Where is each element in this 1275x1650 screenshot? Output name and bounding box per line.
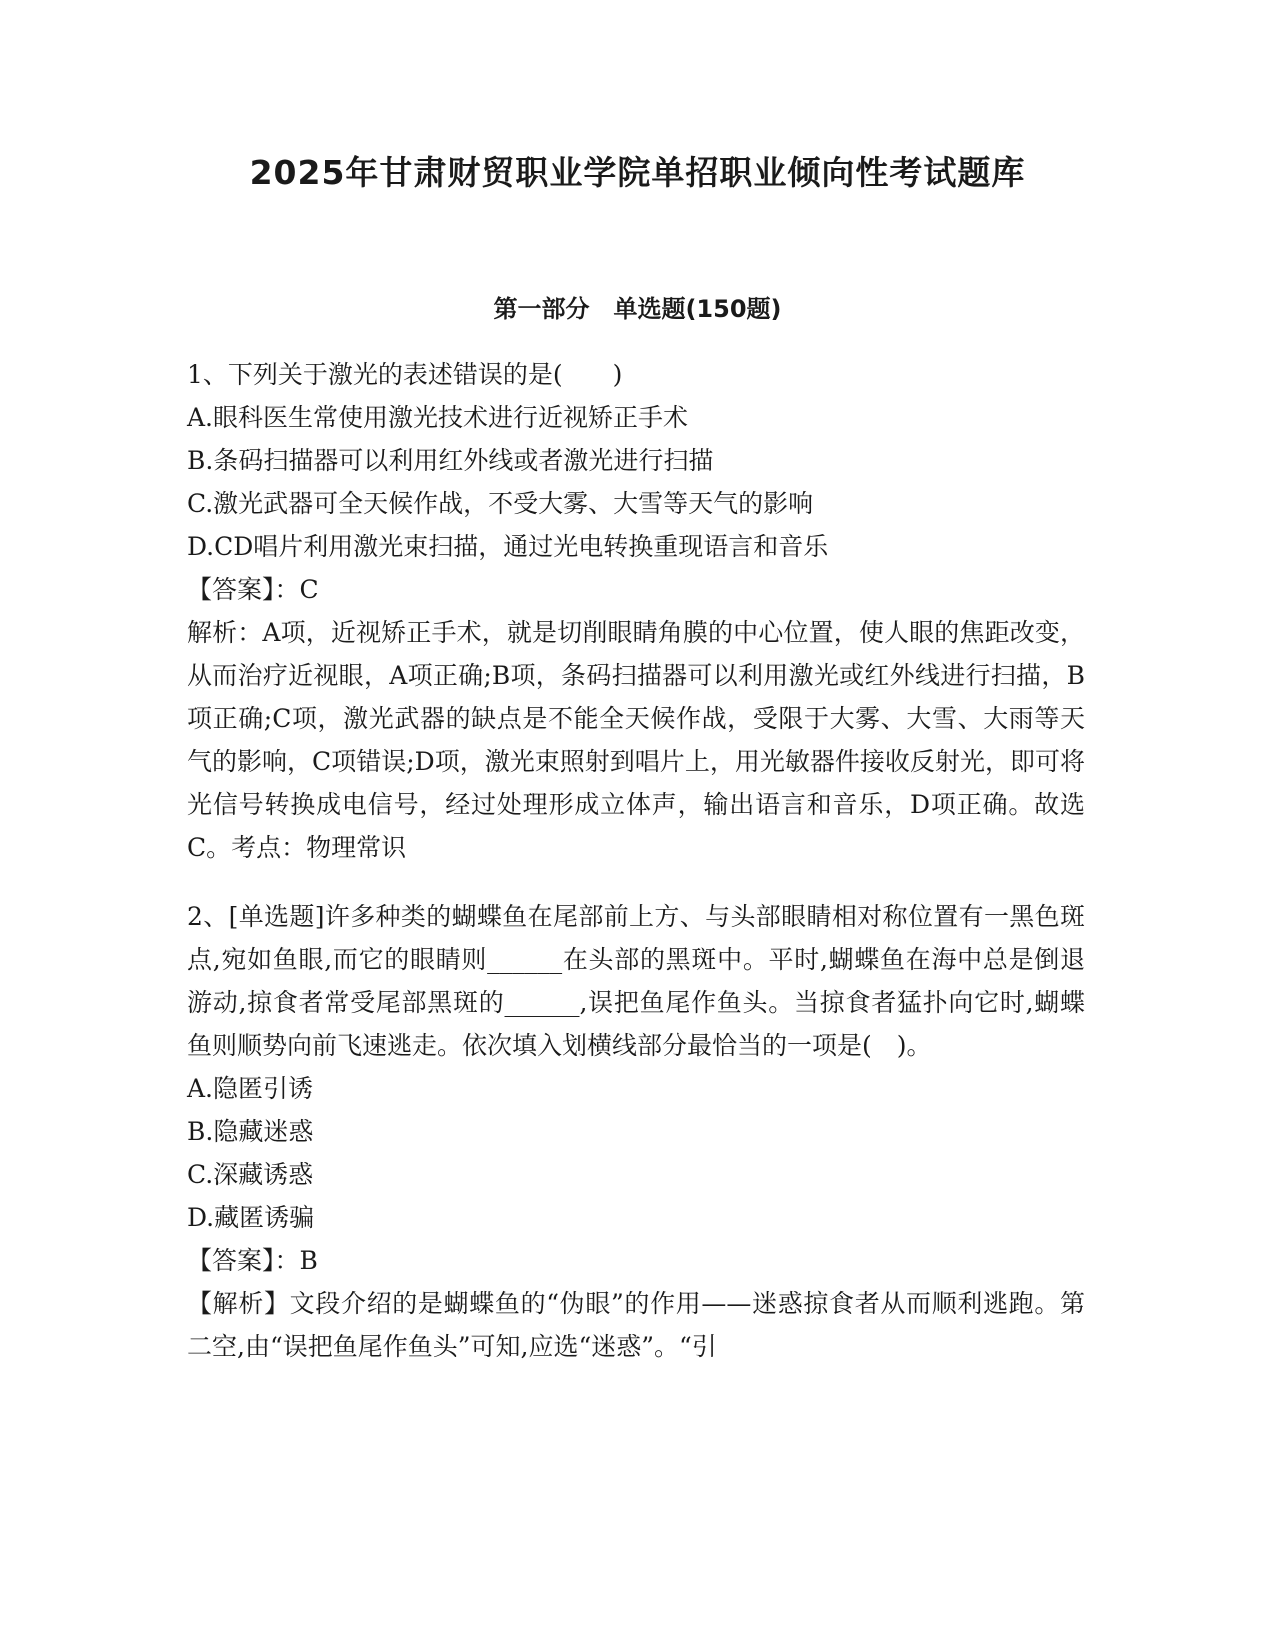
- option-b: B.条码扫描器可以利用红外线或者激光进行扫描: [187, 446, 714, 475]
- answer-line: 【答案】：C: [187, 575, 319, 604]
- option-d: D.藏匿诱骗: [187, 1203, 315, 1232]
- answer-line: 【答案】：B: [187, 1246, 318, 1275]
- question-stem: 1、下列关于激光的表述错误的是( ): [187, 360, 623, 389]
- option-a: A.眼科医生常使用激光技术进行近视矫正手术: [187, 403, 689, 432]
- question-stem: 2、[单选题]许多种类的蝴蝶鱼在尾部前上方、与头部眼睛相对称位置有一黑色斑点,宛如鱼眼,而它的眼睛则______在头部的黑斑中。平时,蝴蝶鱼在海中总是倒退游动,掠食者常受尾部黑斑的______,误把鱼尾作鱼头。当掠食者猛扑向它时,蝴蝶鱼则顺势向前飞速逃走。依次填入划横线部分最恰当的一项是( )。: [187, 902, 1085, 1060]
- option-a: A.隐匿引诱: [187, 1074, 314, 1103]
- analysis-text: 【解析】文段介绍的是蝴蝶鱼的“伪眼”的作用——迷惑掠食者从而顺利逃跑。第二空,由“误把鱼尾作鱼头”可知,应选“迷惑”。“引: [187, 1289, 1085, 1361]
- option-b: B.隐藏迷惑: [187, 1117, 314, 1146]
- option-d: D.CD唱片利用激光束扫描，通过光电转换重现语言和音乐: [187, 532, 829, 561]
- option-c: C.激光武器可全天候作战，不受大雾、大雪等天气的影响: [187, 489, 814, 518]
- question-item: [187, 895, 1085, 1368]
- option-c: C.深藏诱惑: [187, 1160, 314, 1189]
- question-item: [187, 353, 1085, 869]
- document-title: 2025年甘肃财贸职业学院单招职业倾向性考试题库: [249, 153, 1026, 192]
- section-title: 第一部分 单选题(150题): [493, 295, 782, 323]
- question-separator: [187, 869, 1085, 895]
- analysis-text: 解析：A项，近视矫正手术，就是切削眼睛角膜的中心位置，使人眼的焦距改变，从而治疗近视眼，A项正确;B项，条码扫描器可以利用激光或红外线进行扫描，B项正确;C项，激光武器的缺点是不能全天候作战，受限于大雾、大雪、大雨等天气的影响，C项错误;D项，激光束照射到唱片上，用光敏器件接收反射光，即可将光信号转换成电信号，经过处理形成立体声，输出语言和音乐，D项正确。故选C。考点：物理常识: [187, 618, 1085, 862]
- question-list: [187, 353, 1085, 1368]
